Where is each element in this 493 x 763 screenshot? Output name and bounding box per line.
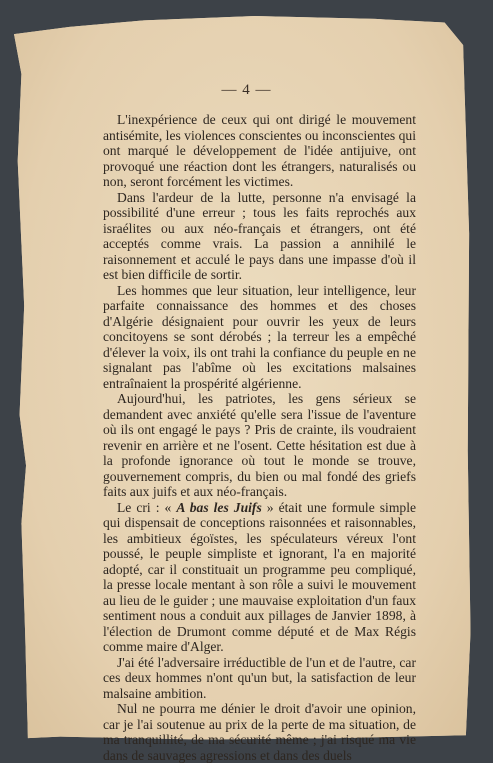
- slogan-emphasis: A bas les Juifs: [176, 499, 262, 515]
- paragraph: Les hommes que leur situation, leur intelligence, leur parfaite connaissance des hommes et des choses d'Algérie désignaient pour ouvrir les yeux de leurs concitoyens se sont dérobés ; la terreur les a empêché d'élever la voix, ils ont trahi la confiance du peuple en ne signalant pas l'abîme où les excitations malsaines entraînaient la prospérité algérienne.: [103, 282, 416, 391]
- paragraph-text: Le cri : «: [117, 499, 177, 515]
- paragraph: Aujourd'hui, les patriotes, les gens sérieux se demandent avec anxiété qu'elle sera l'issue de l'aventure où ils ont engagé le pays ? Pris de crainte, ils voudraient revenir en arrière et ne l'osent. Cette hésitation est due à la profonde ignorance où tout le monde se trouve, gouvernement compris, du bien ou mal fondé des griefs faits aux juifs et aux néo-français.: [103, 391, 416, 499]
- paragraph: [103, 500, 416, 655]
- page-number: — 4 —: [221, 82, 272, 98]
- paragraph: J'ai été l'adversaire irréductible de l'un et de l'autre, car ces deux hommes n'ont qu'un but, la satisfaction de leur malsaine ambition.: [103, 654, 416, 701]
- paragraph: L'inexpérience de ceux qui ont dirigé le mouvement antisémite, les violences conscientes ou inconscientes qui ont marqué le développement de l'idée antijuive, ont provoqué une réaction dont les étrangers, naturalisés ou non, seront forcément les victimes.: [103, 112, 416, 189]
- body-text: [103, 112, 416, 763]
- paragraph: Nul ne pourra me dénier le droit d'avoir une opinion, car je l'ai soutenue au prix de la perte de ma situation, de ma tranquillité, de ma sécurité même ; j'ai risqué ma vie dans de sauvages agressions et dans des duels: [103, 701, 416, 763]
- paragraph: Dans l'ardeur de la lutte, personne n'a envisagé la possibilité d'une erreur ; tous les faits reprochés aux israélites ou aux néo-français et étrangers, ont été acceptés comme vrais. La passion a annihilé le raisonnement et acculé le pays dans une impasse d'où il est bien difficile de sortir.: [103, 189, 416, 282]
- paragraph-text: » était une formule simple qui dispensait de conceptions raisonnées et raisonnables, les ambitieux égoïstes, les spéculateurs véreux l'ont poussé, le peuple simpliste et ignorant, l'a en majorité adopté, car il constituait un programme peu compliqué, la presse locale mentant à son rôle a suivi le mouvement au lieu de le guider ; une mauvaise exploitation d'un faux sentiment nous a conduit aux pillages de Janvier 1898, à l'élection de Drumont comme député et de Max Régis comme maire d'Alger.: [103, 499, 417, 654]
